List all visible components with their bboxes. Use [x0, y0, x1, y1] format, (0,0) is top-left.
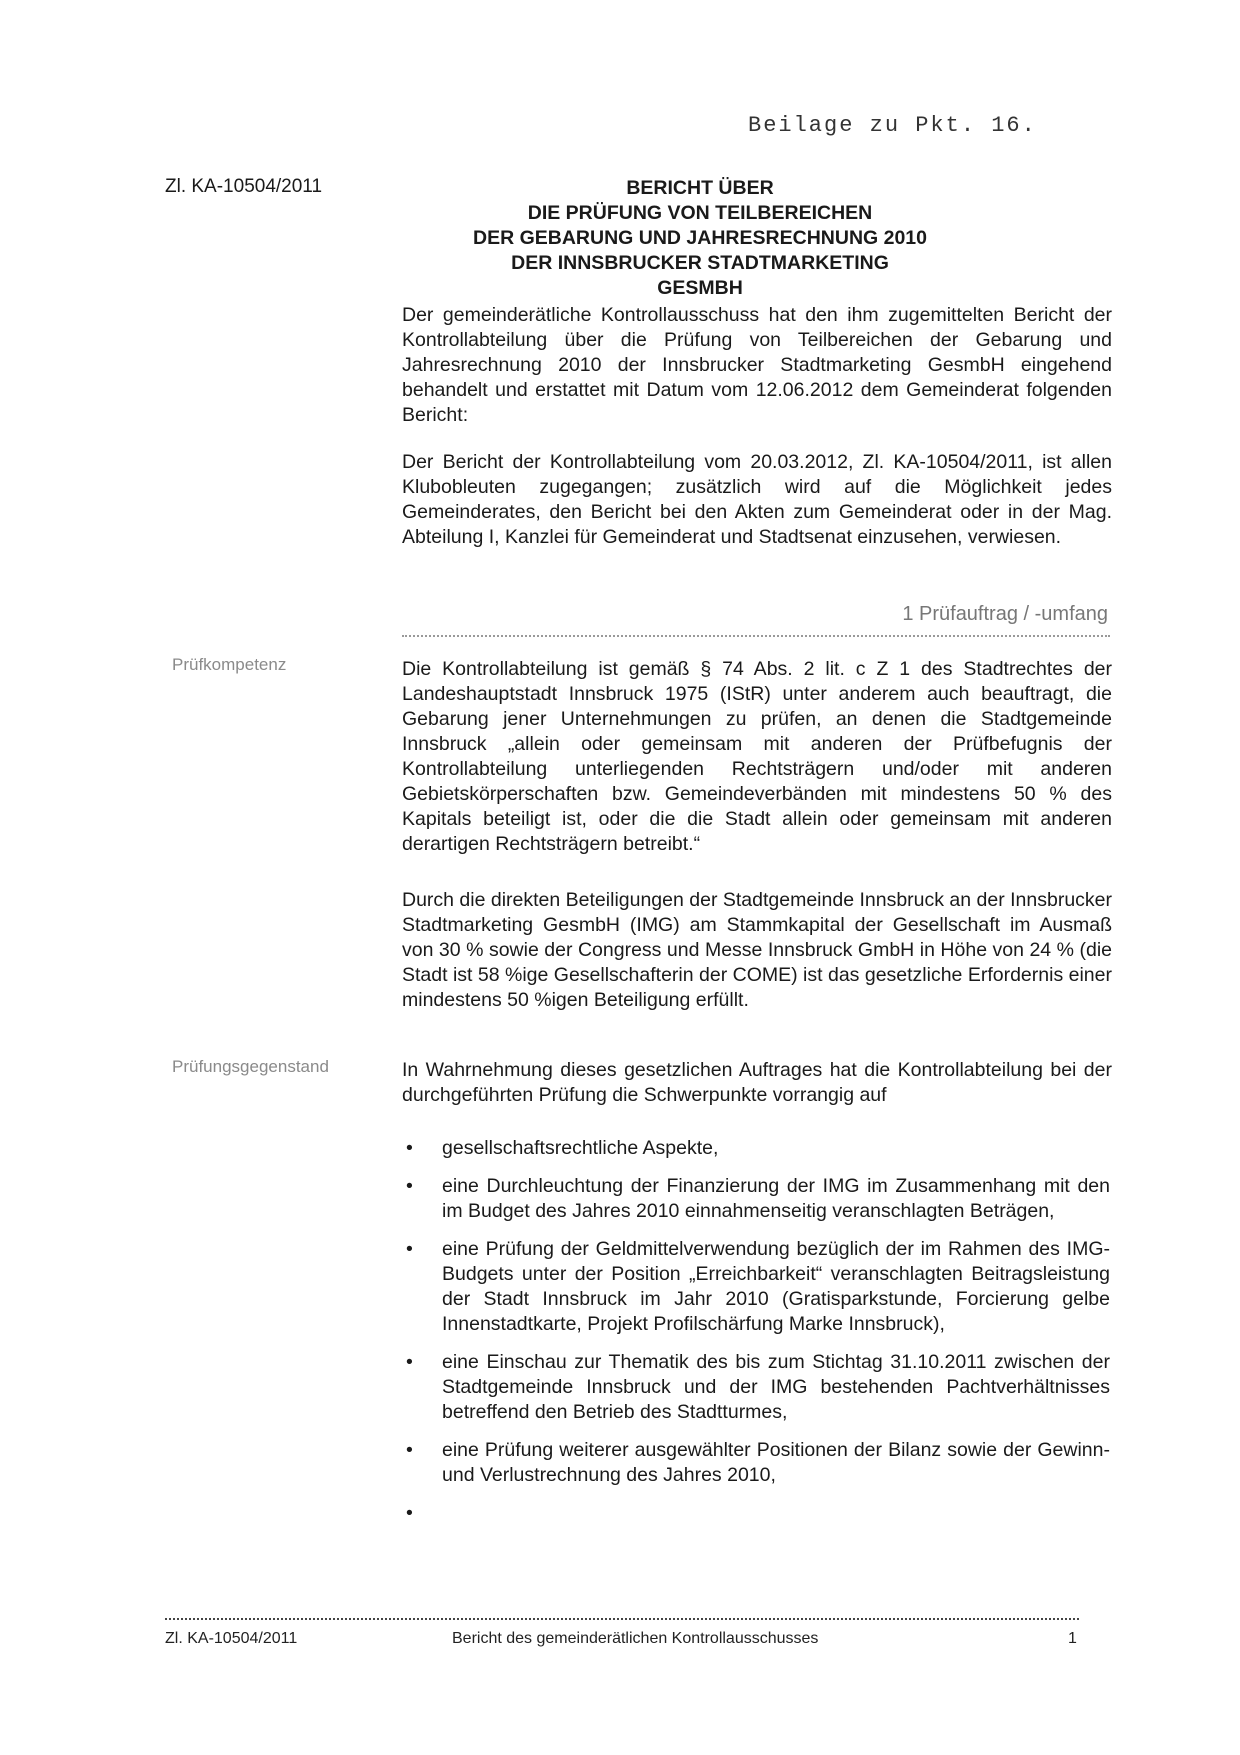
section-paragraph-2: Durch die direkten Beteiligungen der Stadtgemeinde Innsbruck an der Innsbrucker Stadtmarketing GesmbH (IMG) am Stammkapital der Gesellschaft im Ausmaß von 30 % sowie der Congress und Messe Innsbruck GmbH in Höhe von 24 % (die Stadt ist 58 %ige Gesellschafterin der COME) ist das gesetzliche Erfordernis einer mindestens 50 %igen Beteiligung erfüllt. — [402, 889, 1113, 1011]
footer-title: Bericht des gemeinderätlichen Kontrollausschusses — [452, 1630, 819, 1647]
list-item-text: eine Einschau zur Thematik des bis zum Stichtag 31.10.2011 zwischen der Stadtgemeinde Innsbruck und der IMG bestehenden Pachtverhältnisses betreffend den Betrieb des Stadtturmes, — [442, 1351, 1110, 1423]
side-label-pruefkompetenz: Prüfkompetenz — [172, 655, 287, 674]
list-item-text: eine Prüfung der Geldmittelverwendung bezüglich der im Rahmen des IMG-Budgets unter der Position „Erreichbarkeit“ veranschlagten Beitragsleistung der Stadt Innsbruck im Jahr 2010 (Gratisparkstunde, Forcierung gelbe Innenstadtkarte, Projekt Profilschärfung Marke Innsbruck), — [442, 1238, 1110, 1335]
footer-reference: Zl. KA-10504/2011 — [165, 1630, 298, 1647]
list-item — [402, 1350, 1110, 1425]
list-item — [402, 1174, 1110, 1224]
list-item-text: gesellschaftsrechtliche Aspekte, — [442, 1137, 719, 1159]
title-line: DIE PRÜFUNG VON TEILBEREICHEN — [527, 202, 873, 224]
section-paragraph-3: In Wahrnehmung dieses gesetzlichen Auftrages hat die Kontrollabteilung bei der durchgeführten Prüfung die Schwerpunkte vorrangig auf — [402, 1059, 1112, 1106]
page-number: 1 — [1068, 1630, 1077, 1647]
section-divider — [402, 635, 1110, 637]
section-paragraph-1: Die Kontrollabteilung ist gemäß § 74 Abs. 2 lit. c Z 1 des Stadtrechtes der Landeshauptstadt Innsbruck 1975 (IStR) unter anderem auch beauftragt, die Gebarung jener Unternehmungen zu prüfen, an denen die Stadtgemeinde Innsbruck „allein oder gemeinsam mit anderen der Prüfbefugnis der Kontrollabteilung unterliegenden Rechtsträgern und/oder mit anderen Gebietskörperschaften bzw. Gemeindeverbänden mit mindestens 50 % des Kapitals beteiligt ist, oder die die Stadt allein oder gemeinsam mit anderen derartigen Rechtsträgern betreibt.“ — [402, 658, 1112, 855]
attachment-stamp: Beilage zu Pkt. 16. — [748, 113, 1037, 138]
list-item-text: eine Durchleuchtung der Finanzierung der IMG im Zusammenhang mit den im Budget des Jahres 2010 einnahmenseitig veranschlagten Beträgen, — [442, 1175, 1110, 1222]
title-line: BERICHT ÜBER — [626, 177, 774, 199]
list-item-text: eine Prüfung weiterer ausgewählter Positionen der Bilanz sowie der Gewinn- und Verlustrechnung des Jahres 2010, — [442, 1439, 1110, 1486]
section-heading — [402, 603, 1110, 637]
list-item — [402, 1501, 1110, 1526]
bullet-icon: • — [406, 1137, 413, 1159]
report-title — [470, 176, 930, 301]
intro-paragraph-2: Der Bericht der Kontrollabteilung vom 20.03.2012, Zl. KA-10504/2011, ist allen Klubobleuten zugegangen; zusätzlich wird auf die Möglichkeit jedes Gemeinderates, den Bericht bei den Akten zum Gemeinderat oder in der Mag. Abteilung I, Kanzlei für Gemeinderat und Stadtsenat einzusehen, verwiesen. — [402, 451, 1112, 548]
intro-paragraph-1: Der gemeinderätliche Kontrollausschuss hat den ihm zugemittelten Bericht der Kontrollabteilung über die Prüfung von Teilbereichen der Gebarung und Jahresrechnung 2010 der Innsbrucker Stadtmarketing GesmbH eingehend behandelt und erstattet mit Datum vom 12.06.2012 dem Gemeinderat folgenden Bericht: — [402, 304, 1112, 426]
focus-list — [402, 1136, 1110, 1539]
bullet-icon: • — [406, 1351, 413, 1373]
title-line: DER GEBARUNG UND JAHRESRECHNUNG 2010 — [473, 227, 927, 249]
reference-number: Zl. KA-10504/2011 — [165, 176, 323, 197]
section-heading-label: 1 Prüfauftrag / -umfang — [902, 603, 1108, 625]
bullet-icon: • — [406, 1175, 413, 1197]
title-line: DER INNSBRUCKER STADTMARKETING GESMBH — [511, 252, 889, 299]
bullet-icon: • — [406, 1238, 413, 1260]
side-label-pruefungsgegenstand: Prüfungsgegenstand — [172, 1057, 329, 1076]
bullet-icon: • — [406, 1439, 413, 1461]
list-item — [402, 1438, 1110, 1488]
footer-divider — [165, 1618, 1079, 1620]
list-item — [402, 1237, 1110, 1337]
bullet-icon: • — [406, 1502, 413, 1524]
list-item — [402, 1136, 1110, 1161]
